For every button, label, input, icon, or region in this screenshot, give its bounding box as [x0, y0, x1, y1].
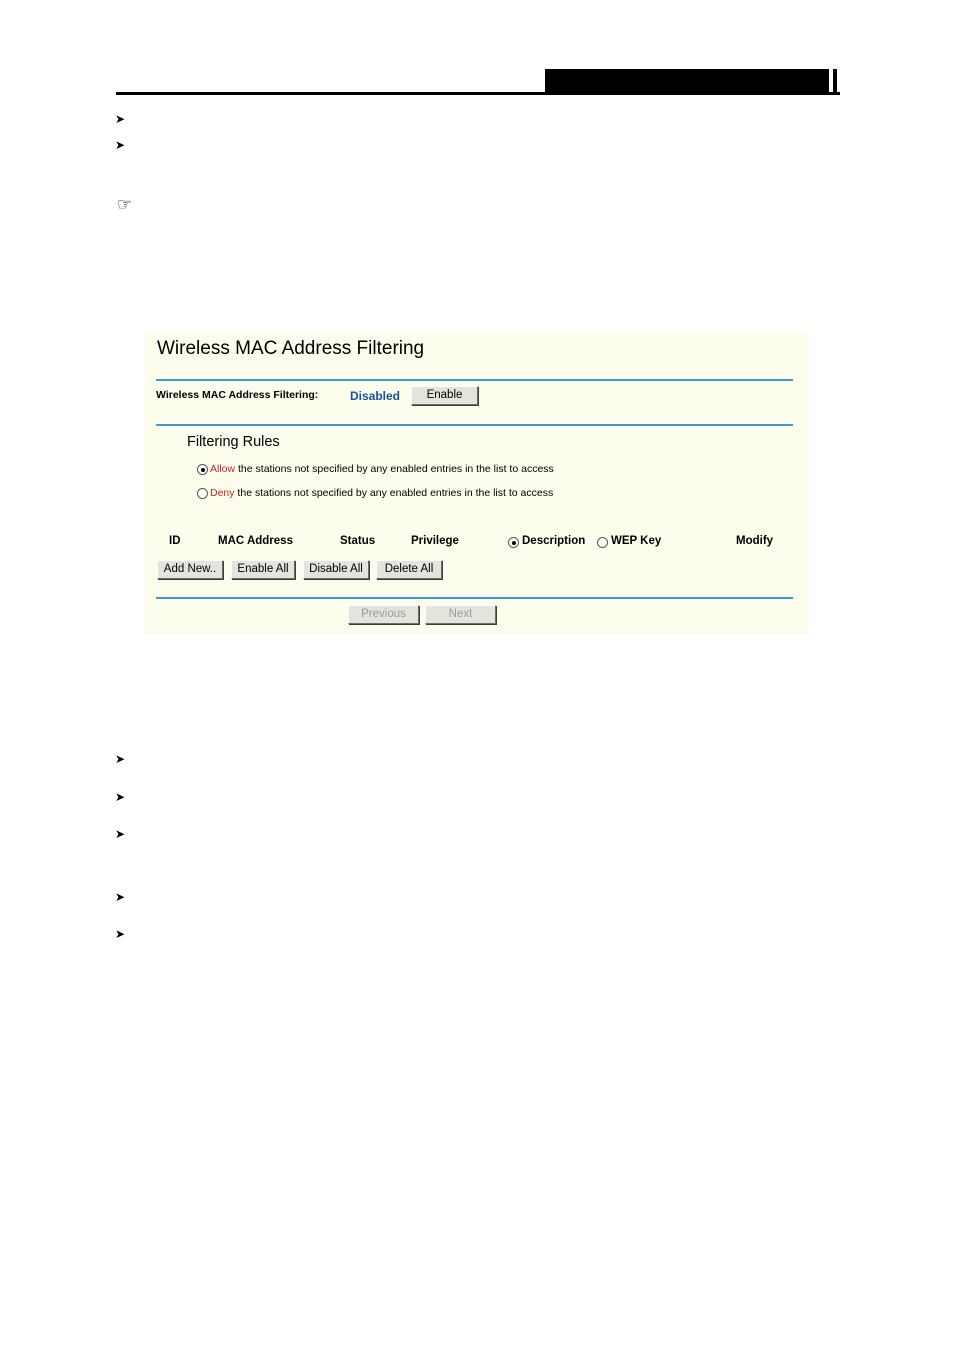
enable-button[interactable]: Enable	[411, 386, 478, 405]
mac-filtering-panel	[145, 332, 808, 634]
deny-keyword: Deny	[210, 487, 235, 499]
disable-all-button[interactable]: Disable All	[303, 560, 369, 579]
column-status: Status	[340, 535, 376, 547]
next-button[interactable]: Next	[425, 605, 496, 624]
page-title: Wireless MAC Address Filtering	[157, 338, 425, 359]
column-wep-key: WEP Key	[611, 535, 662, 547]
allow-rule-label	[210, 463, 554, 475]
delete-all-button[interactable]: Delete All	[376, 560, 442, 579]
filtering-status-label: Wireless MAC Address Filtering:	[156, 389, 319, 401]
allow-keyword: Allow	[210, 463, 236, 475]
arrowhead-bullet-icon: ➤	[115, 827, 126, 841]
arrowhead-bullet-icon: ➤	[115, 890, 126, 904]
enable-all-button[interactable]: Enable All	[231, 560, 295, 579]
deny-rule-radio[interactable]	[197, 488, 208, 499]
description-view-radio[interactable]	[508, 537, 519, 548]
previous-button[interactable]: Previous	[348, 605, 419, 624]
page-header-bar	[833, 69, 837, 93]
column-id: ID	[169, 535, 181, 547]
arrowhead-bullet-icon: ➤	[115, 927, 126, 941]
allow-rule-radio[interactable]	[197, 464, 208, 475]
pointing-hand-icon: ☞	[117, 195, 133, 214]
arrowhead-bullet-icon: ➤	[115, 112, 126, 126]
wep-key-view-radio[interactable]	[597, 537, 608, 548]
add-new-button[interactable]: Add New..	[157, 560, 223, 579]
column-description: Description	[522, 535, 586, 547]
column-privilege: Privilege	[411, 535, 459, 547]
deny-rule-text: the stations not specified by any enabled entries in the list to access	[234, 487, 554, 499]
filtering-rules-heading: Filtering Rules	[187, 434, 280, 450]
arrowhead-bullet-icon: ➤	[115, 752, 126, 766]
column-mac-address: MAC Address	[218, 535, 293, 547]
arrowhead-bullet-icon: ➤	[115, 138, 126, 152]
column-modify: Modify	[736, 535, 774, 547]
allow-rule-text: the stations not specified by any enabled entries in the list to access	[235, 463, 554, 475]
deny-rule-label	[210, 487, 553, 499]
arrowhead-bullet-icon: ➤	[115, 790, 126, 804]
divider	[156, 379, 793, 381]
divider	[156, 597, 793, 599]
filtering-status-value: Disabled	[350, 389, 401, 403]
page-header-block	[545, 69, 829, 93]
divider	[156, 424, 793, 426]
